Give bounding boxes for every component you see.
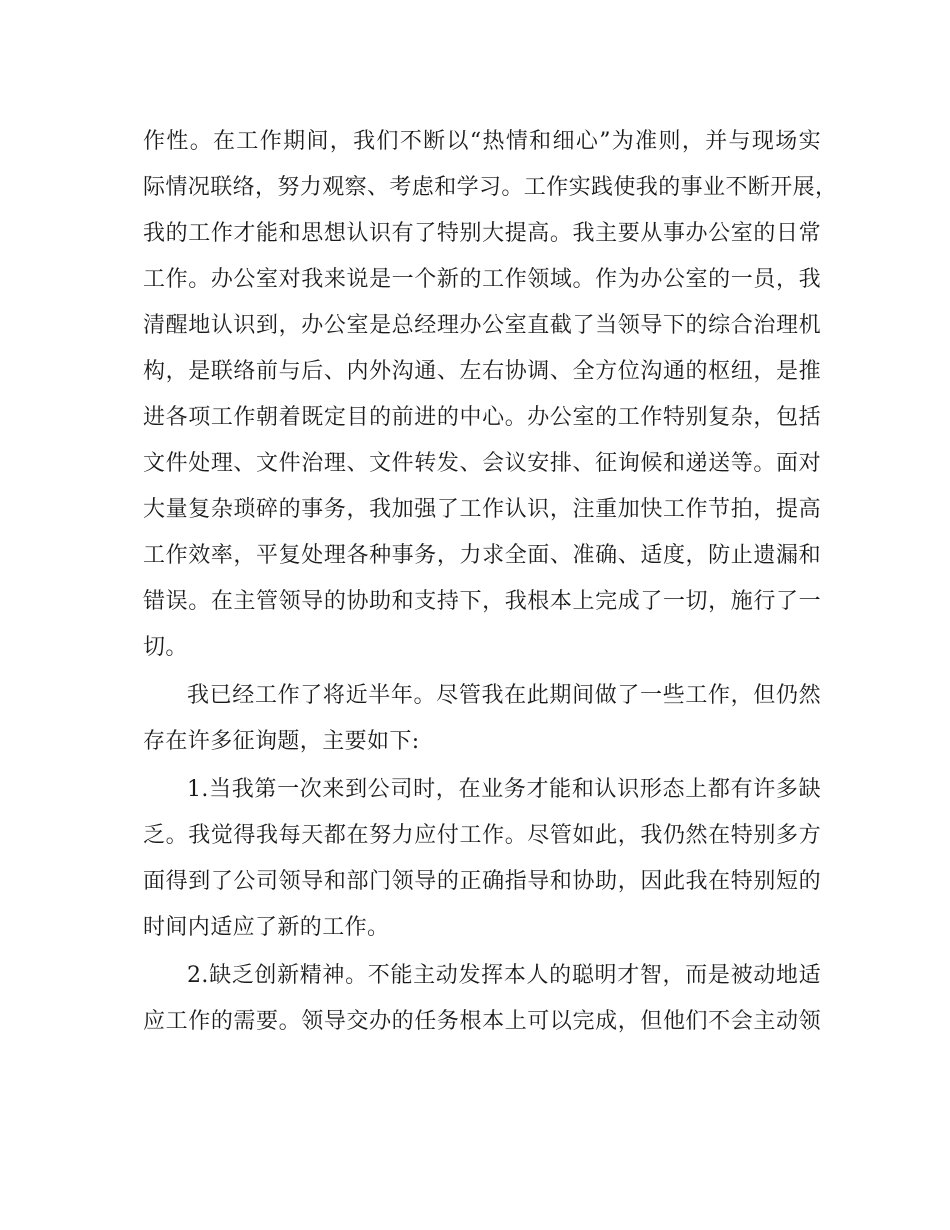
text-line: 进各项工作朝着既定目的前进的中心。办公室的工作特别复杂，包括 — [143, 405, 821, 430]
text-line: 存在许多征询题，主要如下: — [143, 729, 420, 754]
text-line: 清醒地认识到，办公室是总经理办公室直截了当领导下的综合治理机 — [143, 313, 821, 338]
text-line: 际情况联络，努力观察、考虑和学习。工作实践使我的事业不断开展， — [143, 175, 838, 200]
text-line: 应工作的需要。领导交办的任务根本上可以完成，但他们不会主动领 — [143, 1009, 821, 1034]
list-item-2-first-line: 2.缺乏创新精神。不能主动发挥本人的聪明才智，而是被动地适 — [187, 963, 821, 988]
text-line: 错误。在主管领导的协助和支持下，我根本上完成了一切，施行了一 — [143, 589, 821, 614]
text-line: 我的工作才能和思想认识有了特别大提高。我主要从事办公室的日常 — [143, 221, 821, 246]
text-line: 乏。我觉得我每天都在努力应付工作。尽管如此，我仍然在特别多方 — [143, 823, 821, 848]
text-line: 切。 — [143, 635, 188, 660]
text-line: 文件处理、文件治理、文件转发、会议安排、征询候和递送等。面对 — [143, 451, 821, 476]
text-line: 工作。办公室对我来说是一个新的工作领域。作为办公室的一员，我 — [143, 267, 821, 292]
paragraph-first-line: 我已经工作了将近半年。尽管我在此期间做了一些工作，但仍然 — [187, 683, 821, 708]
text-line: 作性。在工作期间，我们不断以“热情和细心”为准则，并与现场实 — [143, 129, 821, 154]
text-line: 工作效率，平复处理各种事务，力求全面、准确、适度，防止遗漏和 — [143, 543, 821, 568]
text-line: 时间内适应了新的工作。 — [143, 915, 390, 940]
text-line: 大量复杂琐碎的事务，我加强了工作认识，注重加快工作节拍，提高 — [143, 497, 821, 522]
text-line: 构，是联络前与后、内外沟通、左右协调、全方位沟通的枢纽，是推 — [143, 359, 821, 384]
list-item-1-first-line: 1.当我第一次来到公司时，在业务才能和认识形态上都有许多缺 — [187, 777, 821, 802]
text-line: 面得到了公司领导和部门领导的正确指导和协助，因此我在特别短的 — [143, 869, 821, 894]
